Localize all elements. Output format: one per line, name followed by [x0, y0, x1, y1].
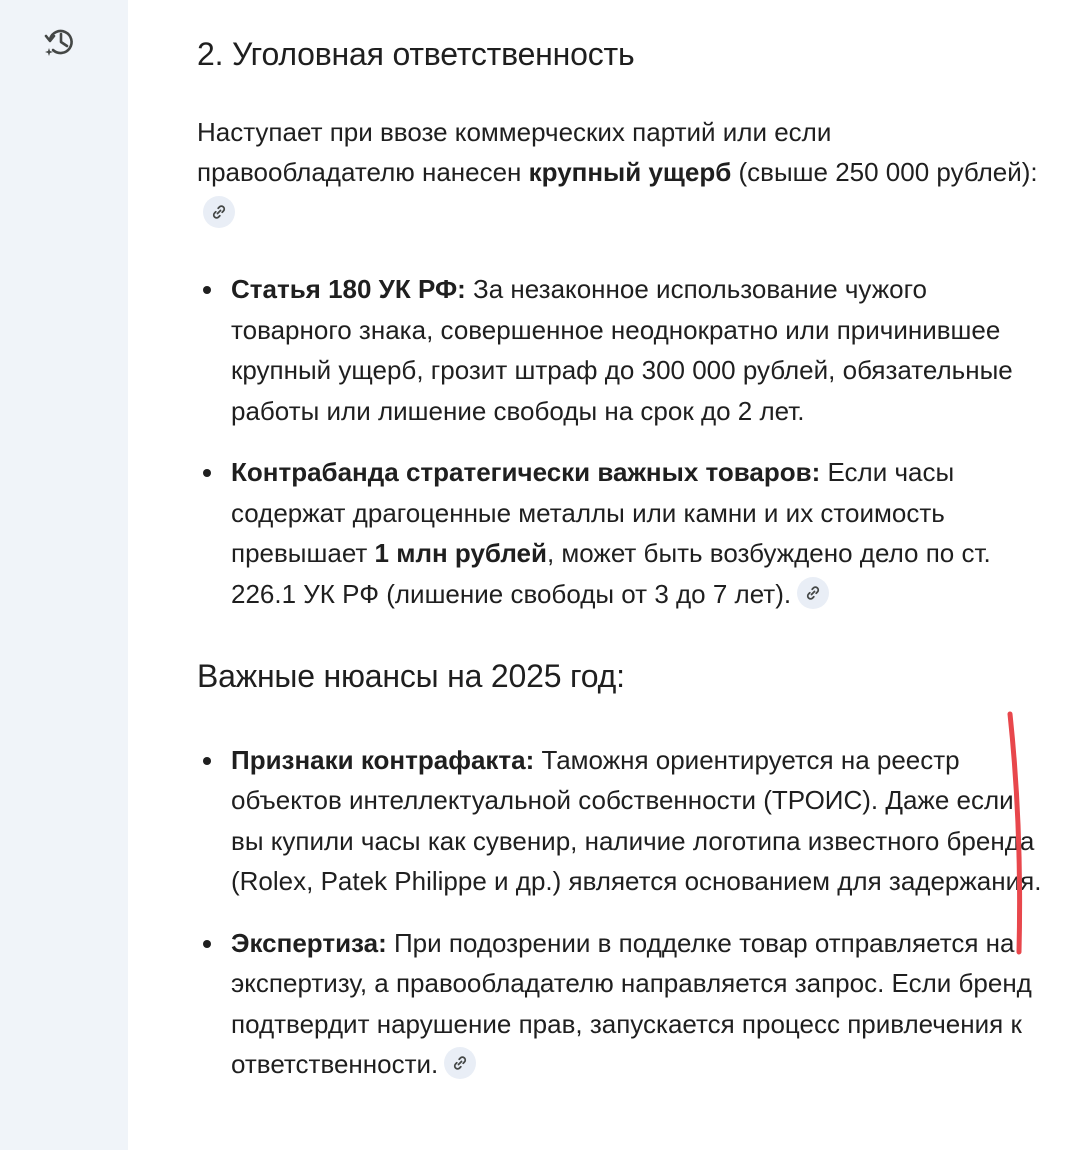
nuances-list	[197, 740, 1047, 1085]
link-icon	[210, 203, 228, 221]
response-content	[197, 30, 1047, 1106]
source-link-button[interactable]	[444, 1047, 476, 1079]
item-bold: 1 млн рублей	[374, 538, 547, 569]
sidebar	[0, 0, 128, 1150]
item-title: Признаки контрафакта:	[231, 744, 535, 775]
link-icon	[804, 584, 822, 602]
section-heading-nuances: Важные нюансы на 2025 год:	[197, 658, 625, 695]
item-text: За незаконное использование чужого товарного знака, совершенное неоднократно или причинившее крупный ущерб, грозит штраф до 300 000 рублей, обязательные работы или лишение свободы на срок до 2 лет.	[231, 274, 1013, 426]
section-intro	[197, 112, 1047, 234]
item-text: Если часы содержат драгоценные металлы или камни и их стоимость превышает	[231, 457, 955, 569]
source-link-button[interactable]	[797, 577, 829, 609]
intro-bold: крупный ущерб	[528, 157, 732, 188]
liability-list	[197, 269, 1047, 614]
item-title: Экспертиза:	[231, 927, 387, 958]
intro-text: Наступает при ввозе коммерческих партий или если правообладателю нанесен	[197, 116, 832, 188]
list-item	[197, 923, 1047, 1085]
history-button[interactable]	[38, 20, 82, 64]
history-icon	[40, 22, 80, 62]
section-heading-criminal-liability: 2. Уголовная ответственность	[197, 36, 635, 72]
link-icon	[451, 1054, 469, 1072]
item-text-end: , может быть возбуждено дело по ст. 226.1 УК РФ (лишение свободы от 3 до 7 лет).	[231, 538, 991, 609]
source-link-button[interactable]	[203, 196, 235, 228]
item-text: Таможня ориентируется на реестр объектов интеллектуальной собственности (ТРОИС). Даже если вы купили часы как сувенир, наличие логотипа известного бренда (Rolex, Patek Philippe и др.) является основанием для задержания.	[231, 744, 1042, 897]
list-item	[197, 269, 1047, 431]
item-text: При подозрении в подделке товар отправляется на экспертизу, а правообладателю направляется запрос. Если бренд подтвердит нарушение прав, запускается процесс привлечения к ответственности.	[231, 927, 1032, 1080]
list-item	[197, 452, 1047, 614]
item-title: Контрабанда стратегически важных товаров:	[231, 457, 821, 488]
list-item	[197, 740, 1047, 902]
intro-text-end: (свыше 250 000 рублей):	[731, 157, 1038, 188]
item-title: Статья 180 УК РФ:	[231, 274, 466, 305]
